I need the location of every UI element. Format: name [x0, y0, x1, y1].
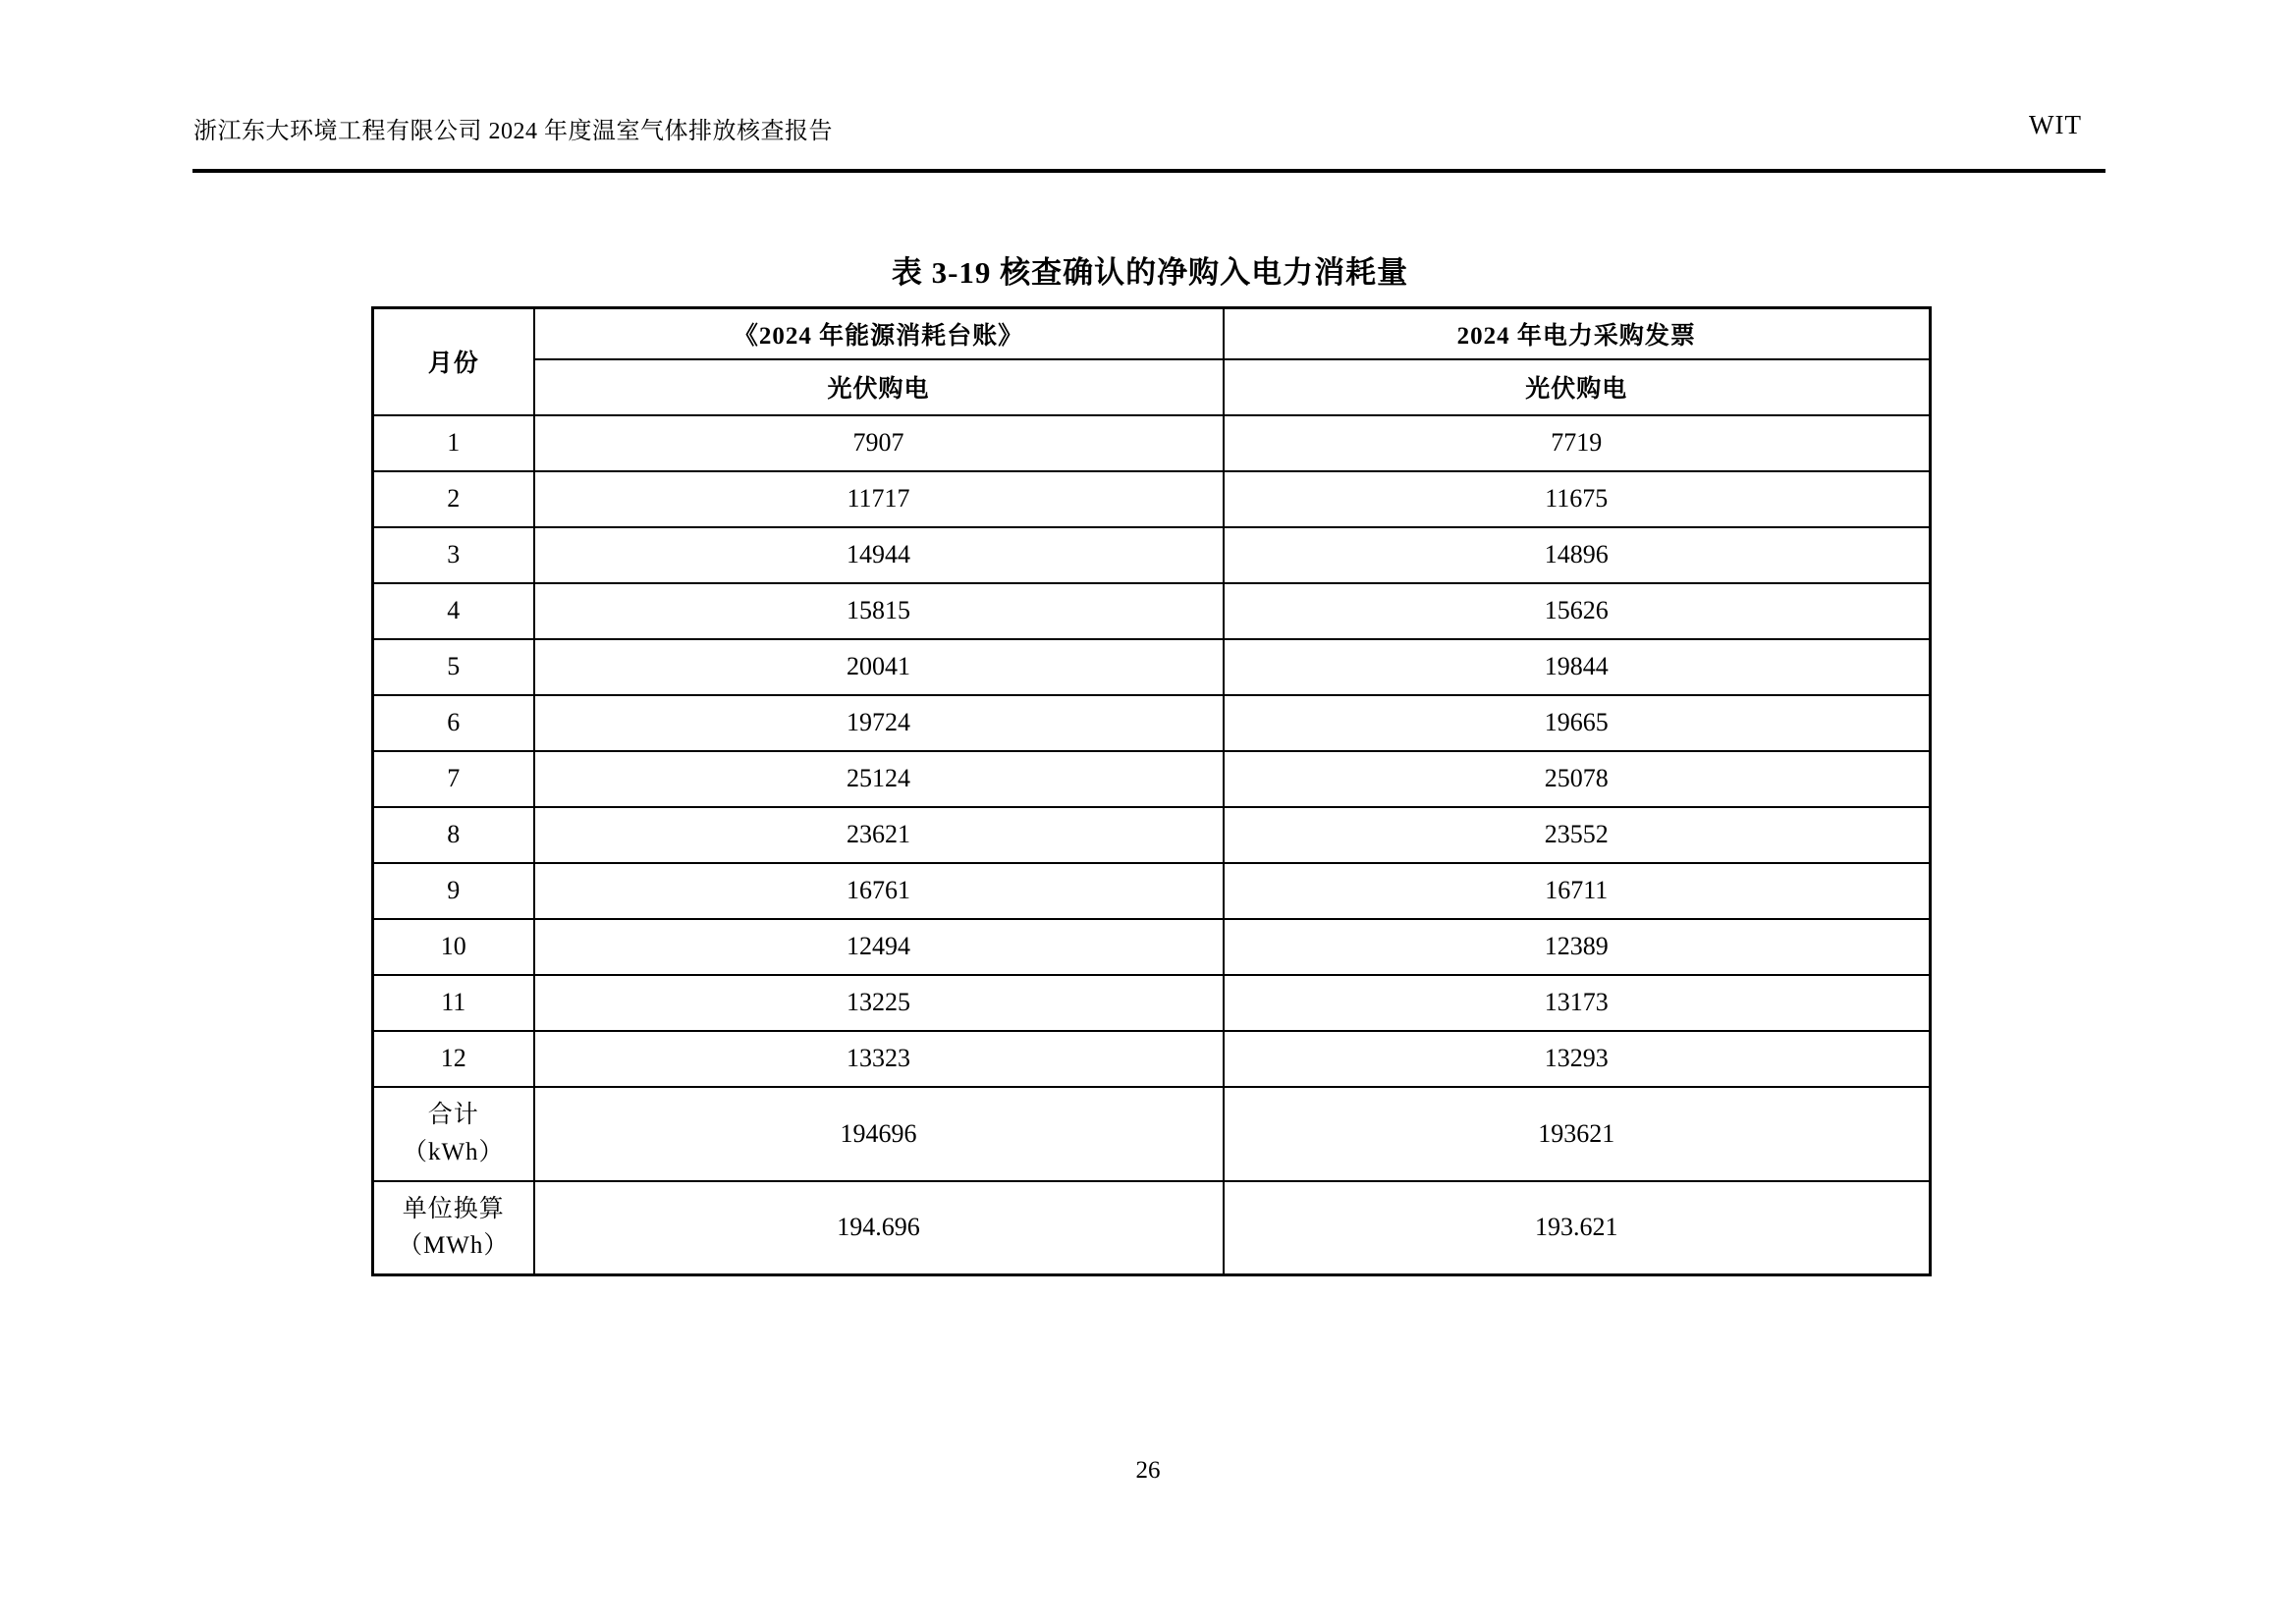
doc-header-brand: WIT	[2029, 110, 2082, 139]
table-row	[373, 863, 1931, 919]
ledger-cell: 20041	[534, 639, 1224, 695]
invoice-cell: 11675	[1224, 471, 1931, 527]
ledger-cell: 14944	[534, 527, 1224, 583]
total-row	[373, 1087, 1931, 1181]
total-label-cell	[373, 1087, 534, 1181]
table-row	[373, 751, 1931, 807]
month-cell: 2	[373, 471, 534, 527]
invoice-sub-header-cell: 光伏购电	[1224, 359, 1931, 415]
invoice-cell: 13173	[1224, 975, 1931, 1031]
ledger-cell: 13225	[534, 975, 1224, 1031]
invoice-cell: 19844	[1224, 639, 1931, 695]
ledger-cell: 11717	[534, 471, 1224, 527]
unit-label-line2: （MWh）	[398, 1232, 510, 1260]
invoice-cell: 15626	[1224, 583, 1931, 639]
month-cell: 12	[373, 1031, 534, 1087]
total-label-line1: 合计	[427, 1102, 479, 1128]
ledger-cell: 7907	[534, 415, 1224, 471]
header-divider	[192, 169, 2105, 173]
invoice-cell: 16711	[1224, 863, 1931, 919]
ledger-cell: 16761	[534, 863, 1224, 919]
month-header-cell: 月份	[373, 308, 534, 415]
unit-ledger-cell: 194.696	[534, 1181, 1224, 1275]
invoice-cell: 25078	[1224, 751, 1931, 807]
group-header-row	[373, 308, 1931, 359]
ledger-group-header-cell: 《2024 年能源消耗台账》	[534, 308, 1224, 359]
table-row	[373, 807, 1931, 863]
table-title: 表 3-19 核查确认的净购入电力消耗量	[891, 255, 1409, 290]
sub-header-row	[373, 359, 1931, 415]
unit-label-line1: 单位换算	[402, 1195, 505, 1222]
total-invoice-cell: 193621	[1224, 1087, 1931, 1181]
ledger-cell: 15815	[534, 583, 1224, 639]
unit-label-cell	[373, 1181, 534, 1275]
ledger-cell: 12494	[534, 919, 1224, 975]
table-row	[373, 639, 1931, 695]
total-ledger-cell: 194696	[534, 1087, 1224, 1181]
month-cell: 11	[373, 975, 534, 1031]
ledger-cell: 23621	[534, 807, 1224, 863]
table-row	[373, 695, 1931, 751]
ledger-sub-header-cell: 光伏购电	[534, 359, 1224, 415]
invoice-cell: 23552	[1224, 807, 1931, 863]
net-purchased-electricity-table	[371, 306, 1932, 1276]
table-row	[373, 975, 1931, 1031]
unit-invoice-cell: 193.621	[1224, 1181, 1931, 1275]
table-row	[373, 919, 1931, 975]
table-row	[373, 415, 1931, 471]
table-row	[373, 527, 1931, 583]
invoice-cell: 12389	[1224, 919, 1931, 975]
month-cell: 1	[373, 415, 534, 471]
table-row	[373, 583, 1931, 639]
ledger-cell: 25124	[534, 751, 1224, 807]
unit-conversion-row	[373, 1181, 1931, 1275]
month-cell: 8	[373, 807, 534, 863]
month-cell: 3	[373, 527, 534, 583]
month-cell: 6	[373, 695, 534, 751]
page-number: 26	[1135, 1457, 1161, 1484]
month-cell: 4	[373, 583, 534, 639]
ledger-cell: 13323	[534, 1031, 1224, 1087]
invoice-cell: 14896	[1224, 527, 1931, 583]
month-cell: 5	[373, 639, 534, 695]
doc-header-title: 浙江东大环境工程有限公司 2024 年度温室气体排放核查报告	[193, 119, 833, 144]
table-row	[373, 471, 1931, 527]
invoice-group-header-cell: 2024 年电力采购发票	[1224, 308, 1931, 359]
invoice-cell: 13293	[1224, 1031, 1931, 1087]
ledger-cell: 19724	[534, 695, 1224, 751]
month-cell: 9	[373, 863, 534, 919]
invoice-cell: 19665	[1224, 695, 1931, 751]
total-label-line2: （kWh）	[402, 1138, 505, 1165]
invoice-cell: 7719	[1224, 415, 1931, 471]
month-cell: 10	[373, 919, 534, 975]
month-cell: 7	[373, 751, 534, 807]
table-row	[373, 1031, 1931, 1087]
